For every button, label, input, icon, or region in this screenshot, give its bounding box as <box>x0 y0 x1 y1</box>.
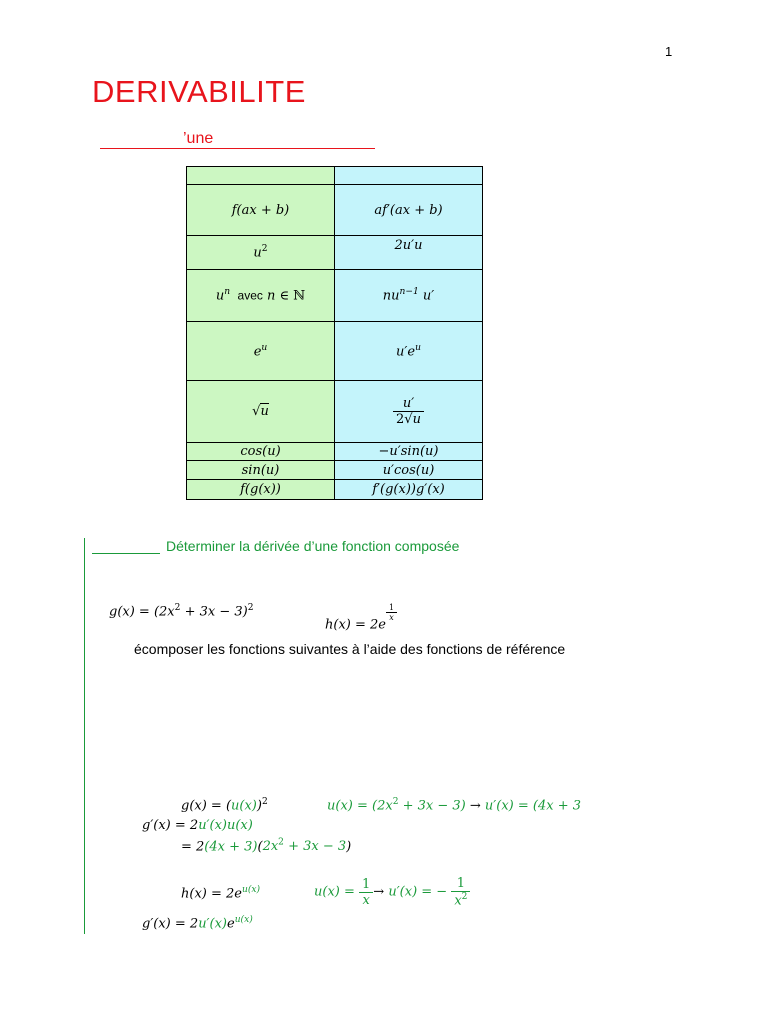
table-cell-derivative: af′(ax + b) <box>335 185 483 236</box>
table-cell-function: $e^u$ <box>187 322 335 381</box>
table-row <box>187 461 483 480</box>
table-cell-function: sin(u) <box>187 461 335 480</box>
table-cell-function: $u^n$ avec n ∈ ℕ <box>187 270 335 322</box>
table-cell-function: f(g(x)) <box>187 480 335 500</box>
table-cell-function: √u <box>187 381 335 443</box>
table-row <box>187 167 483 185</box>
subtitle-text: ’une <box>183 130 214 147</box>
table-row <box>187 381 483 443</box>
table-cell-derivative: f′(g(x))g′(x) <box>335 480 483 500</box>
instruction-text: écomposer les fonctions suivantes à l’aide des fonctions de référence <box>134 641 566 657</box>
solution-g-line3: = $2(4x + 3)(2x^2 + 3x - 3)$ <box>181 838 352 855</box>
table-cell-derivative: $nu^{n-1}$ u′ <box>335 270 483 322</box>
solution-g-line2: g′(x) = 2u′(x)u(x) <box>142 818 253 833</box>
solution-h-u-definition: u(x) = $\frac{1}{x}$ → u′(x) = − $\frac{1}{x^2}$ <box>314 876 470 908</box>
table-cell-function: $u^2$ <box>187 236 335 270</box>
page-number: 1 <box>665 44 673 59</box>
table-cell-derivative: u′cos(u) <box>335 461 483 480</box>
fraction: $\frac{u'}{2√u}$ <box>393 396 424 427</box>
table-row <box>187 443 483 461</box>
margin-rule <box>84 538 85 934</box>
solution-g-u-definition: $u(x) = (2x^2 + 3x - 3) \to u'(x) = (4x + 3$ <box>327 797 581 814</box>
table-row <box>187 322 483 381</box>
table-row <box>187 270 483 322</box>
table-cell-function: cos(u) <box>187 443 335 461</box>
table-cell-derivative: −u′sin(u) <box>335 443 483 461</box>
table-cell-derivative <box>335 167 483 185</box>
derivative-table <box>186 166 483 500</box>
g-definition: $g(x) = (2x^2 + 3x - 3)^2$ <box>109 603 254 620</box>
table-row <box>187 480 483 500</box>
exercise-heading-text: Déterminer la dérivée d’une fonction composée <box>166 538 460 554</box>
fraction: $\frac{1}{x}$ <box>359 877 373 908</box>
fraction: $\frac{1}{x^2}$ <box>451 876 470 908</box>
exercise-heading <box>92 538 459 554</box>
solution-g-line1: $g(x) = (u(x))^2$ <box>181 797 268 814</box>
table-cell-function <box>187 167 335 185</box>
h-definition: h(x) = 2e $^{\frac{1}{x}}$ <box>325 603 397 632</box>
table-row <box>187 236 483 270</box>
table-cell-function: f(ax + b) <box>187 185 335 236</box>
heading-blank <box>92 539 160 554</box>
table-cell-derivative: $u'e^u$ <box>335 322 483 381</box>
page-title: DERIVABILITE <box>92 74 306 109</box>
table-row <box>187 185 483 236</box>
subtitle-line <box>100 130 375 149</box>
solution-h-line2: $g'(x) = 2u'(x)e^{u(x)}$ <box>142 915 253 932</box>
table-cell-derivative <box>335 381 483 443</box>
solution-h-line1: $h(x) = 2e^{u(x)}$ <box>181 885 261 902</box>
table-cell-derivative: 2u′u <box>335 236 483 270</box>
